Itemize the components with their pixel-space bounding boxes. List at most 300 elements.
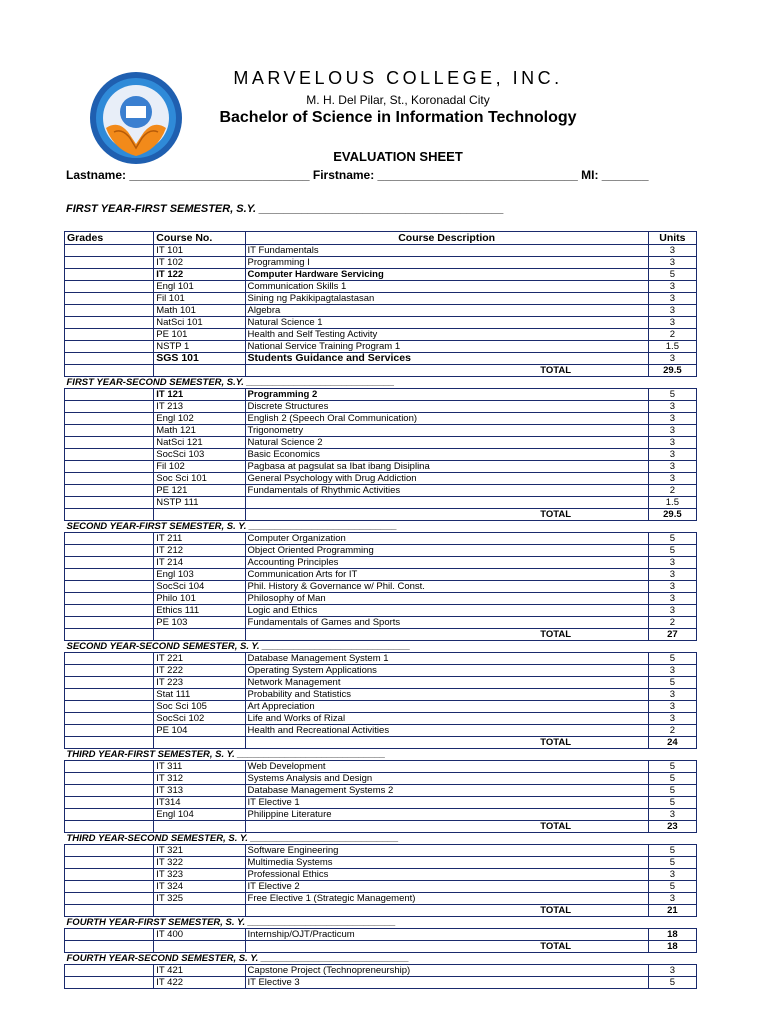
grade-input-cell[interactable] bbox=[65, 965, 154, 977]
course-description: Fundamentals of Games and Sports bbox=[245, 617, 648, 629]
course-row bbox=[65, 701, 697, 713]
course-row bbox=[65, 809, 697, 821]
course-row bbox=[65, 653, 697, 665]
course-description: Programming I bbox=[245, 257, 648, 269]
course-code: IT 122 bbox=[154, 269, 245, 281]
course-code: Engl 102 bbox=[154, 413, 245, 425]
course-row bbox=[65, 425, 697, 437]
course-units: 3 bbox=[648, 869, 696, 881]
course-units: 5 bbox=[648, 857, 696, 869]
course-units: 5 bbox=[648, 845, 696, 857]
course-row bbox=[65, 545, 697, 557]
course-row bbox=[65, 881, 697, 893]
course-description: Computer Hardware Servicing bbox=[245, 269, 648, 281]
grade-input-cell[interactable] bbox=[65, 869, 154, 881]
course-code-cell bbox=[154, 509, 245, 521]
course-row bbox=[65, 569, 697, 581]
course-code: NSTP 1 bbox=[154, 341, 245, 353]
course-code-cell bbox=[154, 821, 245, 833]
total-row bbox=[65, 905, 697, 917]
sheet-title: EVALUATION SHEET bbox=[333, 149, 463, 164]
course-description: Health and Self Testing Activity bbox=[245, 329, 648, 341]
course-code: IT 323 bbox=[154, 869, 245, 881]
course-row bbox=[65, 869, 697, 881]
course-description: IT Fundamentals bbox=[245, 245, 648, 257]
course-description: IT Elective 1 bbox=[245, 797, 648, 809]
course-row bbox=[65, 413, 697, 425]
course-row bbox=[65, 293, 697, 305]
grade-input-cell[interactable] bbox=[65, 305, 154, 317]
semester-heading: FIRST YEAR-SECOND SEMESTER, S.Y. ____________________________ bbox=[65, 377, 697, 389]
course-row bbox=[65, 269, 697, 281]
course-description: Software Engineering bbox=[245, 845, 648, 857]
course-row bbox=[65, 797, 697, 809]
course-row bbox=[65, 317, 697, 329]
course-row bbox=[65, 389, 697, 401]
course-units: 3 bbox=[648, 965, 696, 977]
course-units: 5 bbox=[648, 677, 696, 689]
grade-input-cell[interactable] bbox=[65, 725, 154, 737]
course-code: IT 421 bbox=[154, 965, 245, 977]
course-code: NSTP 111 bbox=[154, 497, 245, 509]
course-description: English 2 (Speech Oral Communication) bbox=[245, 413, 648, 425]
course-row bbox=[65, 593, 697, 605]
course-row bbox=[65, 713, 697, 725]
course-code: IT 102 bbox=[154, 257, 245, 269]
course-description: Health and Recreational Activities bbox=[245, 725, 648, 737]
course-row bbox=[65, 977, 697, 989]
course-code: IT 400 bbox=[154, 929, 245, 941]
course-row bbox=[65, 665, 697, 677]
grade-cell bbox=[65, 509, 154, 521]
total-row bbox=[65, 365, 697, 377]
grade-input-cell[interactable] bbox=[65, 977, 154, 989]
semester-heading: SECOND YEAR-FIRST SEMESTER, S. Y. ____________________________ bbox=[65, 521, 697, 533]
course-row bbox=[65, 785, 697, 797]
total-row bbox=[65, 629, 697, 641]
college-address: M. H. Del Pilar, St., Koronadal City bbox=[306, 93, 490, 107]
course-units: 3 bbox=[648, 305, 696, 317]
grade-input-cell[interactable] bbox=[65, 797, 154, 809]
grade-input-cell[interactable] bbox=[65, 281, 154, 293]
course-description: Pagbasa at pagsulat sa Ibat ibang Disiplina bbox=[245, 461, 648, 473]
course-row bbox=[65, 617, 697, 629]
course-description: Philosophy of Man bbox=[245, 593, 648, 605]
grade-cell bbox=[65, 941, 154, 953]
course-description: Basic Economics bbox=[245, 449, 648, 461]
course-code: IT 321 bbox=[154, 845, 245, 857]
grade-input-cell[interactable] bbox=[65, 329, 154, 341]
course-description: Natural Science 1 bbox=[245, 317, 648, 329]
course-description: Database Management System 1 bbox=[245, 653, 648, 665]
course-code: Engl 103 bbox=[154, 569, 245, 581]
course-code: PE 101 bbox=[154, 329, 245, 341]
course-units: 3 bbox=[648, 353, 696, 365]
course-row bbox=[65, 677, 697, 689]
grade-input-cell[interactable] bbox=[65, 929, 154, 941]
course-code: IT 422 bbox=[154, 977, 245, 989]
course-units: 18 bbox=[648, 929, 696, 941]
course-row bbox=[65, 281, 697, 293]
grade-input-cell[interactable] bbox=[65, 689, 154, 701]
grade-input-cell[interactable] bbox=[65, 893, 154, 905]
grade-input-cell[interactable] bbox=[65, 341, 154, 353]
course-code: Fil 102 bbox=[154, 461, 245, 473]
course-row bbox=[65, 581, 697, 593]
total-label: TOTAL bbox=[245, 509, 648, 521]
course-code: SocSci 102 bbox=[154, 713, 245, 725]
program-title: Bachelor of Science in Information Technology bbox=[219, 109, 577, 126]
course-row bbox=[65, 401, 697, 413]
course-code: SGS 101 bbox=[154, 353, 245, 365]
course-row bbox=[65, 497, 697, 509]
course-row bbox=[65, 245, 697, 257]
course-units: 5 bbox=[648, 881, 696, 893]
grade-input-cell[interactable] bbox=[65, 857, 154, 869]
first-term-heading: FIRST YEAR-FIRST SEMESTER, S.Y. ________________________________________ bbox=[66, 203, 504, 215]
header-description: Course Description bbox=[245, 232, 648, 245]
course-code: Stat 111 bbox=[154, 689, 245, 701]
semester-heading-row bbox=[65, 641, 697, 653]
student-name-fields: Lastname: ___________________________ Firstname: ______________________________ MI: _______ bbox=[66, 168, 649, 182]
course-description: Systems Analysis and Design bbox=[245, 773, 648, 785]
total-units: 18 bbox=[648, 941, 696, 953]
total-units: 24 bbox=[648, 737, 696, 749]
total-units: 27 bbox=[648, 629, 696, 641]
course-row bbox=[65, 857, 697, 869]
course-units: 3 bbox=[648, 293, 696, 305]
grade-input-cell[interactable] bbox=[65, 401, 154, 413]
course-row bbox=[65, 725, 697, 737]
course-code: IT 121 bbox=[154, 389, 245, 401]
course-description: Multimedia Systems bbox=[245, 857, 648, 869]
course-units: 3 bbox=[648, 605, 696, 617]
course-row bbox=[65, 329, 697, 341]
course-code: Ethics 111 bbox=[154, 605, 245, 617]
grade-input-cell[interactable] bbox=[65, 701, 154, 713]
total-row bbox=[65, 509, 697, 521]
course-code: IT 101 bbox=[154, 245, 245, 257]
semester-heading-row bbox=[65, 377, 697, 389]
grade-input-cell[interactable] bbox=[65, 773, 154, 785]
course-code: Engl 101 bbox=[154, 281, 245, 293]
course-description: Logic and Ethics bbox=[245, 605, 648, 617]
course-units: 3 bbox=[648, 425, 696, 437]
course-units: 2 bbox=[648, 725, 696, 737]
course-units: 1.5 bbox=[648, 497, 696, 509]
grade-input-cell[interactable] bbox=[65, 581, 154, 593]
grade-input-cell[interactable] bbox=[65, 881, 154, 893]
college-name: MARVELOUS COLLEGE, INC. bbox=[233, 68, 563, 88]
course-description: Computer Organization bbox=[245, 533, 648, 545]
course-units: 3 bbox=[648, 473, 696, 485]
semester-heading-row bbox=[65, 833, 697, 845]
course-row bbox=[65, 473, 697, 485]
course-units: 3 bbox=[648, 461, 696, 473]
course-row bbox=[65, 773, 697, 785]
course-code: NatSci 121 bbox=[154, 437, 245, 449]
header-grades: Grades bbox=[65, 232, 154, 245]
course-row bbox=[65, 605, 697, 617]
course-description: Students Guidance and Services bbox=[245, 353, 648, 365]
course-description: Communication Arts for IT bbox=[245, 569, 648, 581]
grade-input-cell[interactable] bbox=[65, 569, 154, 581]
header-units: Units bbox=[648, 232, 696, 245]
course-code-cell bbox=[154, 365, 245, 377]
course-code: IT 222 bbox=[154, 665, 245, 677]
semester-heading: THIRD YEAR-SECOND SEMESTER, S. Y. ____________________________ bbox=[65, 833, 697, 845]
grade-input-cell[interactable] bbox=[65, 473, 154, 485]
semester-heading-row bbox=[65, 917, 697, 929]
grade-input-cell[interactable] bbox=[65, 677, 154, 689]
grade-input-cell[interactable] bbox=[65, 593, 154, 605]
course-units: 5 bbox=[648, 785, 696, 797]
course-units: 2 bbox=[648, 617, 696, 629]
course-description: Sining ng Pakikipagtalastasan bbox=[245, 293, 648, 305]
semester-heading: THIRD YEAR-FIRST SEMESTER, S. Y. ____________________________ bbox=[65, 749, 697, 761]
course-code: Philo 101 bbox=[154, 593, 245, 605]
course-units: 3 bbox=[648, 689, 696, 701]
semester-heading-row bbox=[65, 953, 697, 965]
course-description: Programming 2 bbox=[245, 389, 648, 401]
course-units: 3 bbox=[648, 449, 696, 461]
course-units: 3 bbox=[648, 701, 696, 713]
grade-cell bbox=[65, 365, 154, 377]
course-units: 3 bbox=[648, 593, 696, 605]
course-units: 3 bbox=[648, 557, 696, 569]
course-row bbox=[65, 437, 697, 449]
course-description: Phil. History & Governance w/ Phil. Const. bbox=[245, 581, 648, 593]
course-units: 5 bbox=[648, 653, 696, 665]
grade-cell bbox=[65, 737, 154, 749]
course-row bbox=[65, 305, 697, 317]
course-description: Object Oriented Programming bbox=[245, 545, 648, 557]
header-course-no: Course No. bbox=[154, 232, 245, 245]
course-units: 3 bbox=[648, 809, 696, 821]
course-description: Web Development bbox=[245, 761, 648, 773]
course-code-cell bbox=[154, 905, 245, 917]
total-units: 29.5 bbox=[648, 365, 696, 377]
course-units: 3 bbox=[648, 437, 696, 449]
grade-input-cell[interactable] bbox=[65, 497, 154, 509]
course-code: Math 101 bbox=[154, 305, 245, 317]
course-description: Network Management bbox=[245, 677, 648, 689]
course-code: IT 311 bbox=[154, 761, 245, 773]
grade-cell bbox=[65, 629, 154, 641]
grade-input-cell[interactable] bbox=[65, 653, 154, 665]
course-units: 2 bbox=[648, 485, 696, 497]
total-label: TOTAL bbox=[245, 629, 648, 641]
grade-input-cell[interactable] bbox=[65, 353, 154, 365]
course-row bbox=[65, 449, 697, 461]
semester-heading-row bbox=[65, 521, 697, 533]
grade-input-cell[interactable] bbox=[65, 461, 154, 473]
course-units: 5 bbox=[648, 977, 696, 989]
course-description: IT Elective 2 bbox=[245, 881, 648, 893]
course-code-cell bbox=[154, 629, 245, 641]
course-row bbox=[65, 761, 697, 773]
grade-input-cell[interactable] bbox=[65, 257, 154, 269]
semester-heading: SECOND YEAR-SECOND SEMESTER, S. Y. ____________________________ bbox=[65, 641, 697, 653]
course-code: IT 214 bbox=[154, 557, 245, 569]
total-label: TOTAL bbox=[245, 737, 648, 749]
course-description: Communication Skills 1 bbox=[245, 281, 648, 293]
course-row bbox=[65, 485, 697, 497]
total-row bbox=[65, 821, 697, 833]
course-description: Operating System Applications bbox=[245, 665, 648, 677]
course-row bbox=[65, 893, 697, 905]
course-description: Accounting Principles bbox=[245, 557, 648, 569]
course-description: Natural Science 2 bbox=[245, 437, 648, 449]
total-units: 21 bbox=[648, 905, 696, 917]
course-description: Life and Works of Rizal bbox=[245, 713, 648, 725]
grade-input-cell[interactable] bbox=[65, 317, 154, 329]
course-row bbox=[65, 533, 697, 545]
course-description: Capstone Project (Technopreneurship) bbox=[245, 965, 648, 977]
course-row bbox=[65, 461, 697, 473]
total-label: TOTAL bbox=[245, 905, 648, 917]
grade-input-cell[interactable] bbox=[65, 761, 154, 773]
course-code: IT 211 bbox=[154, 533, 245, 545]
course-description: Philippine Literature bbox=[245, 809, 648, 821]
course-description: Free Elective 1 (Strategic Management) bbox=[245, 893, 648, 905]
grade-input-cell[interactable] bbox=[65, 845, 154, 857]
course-code: Soc Sci 105 bbox=[154, 701, 245, 713]
course-code: PE 121 bbox=[154, 485, 245, 497]
course-description: Art Appreciation bbox=[245, 701, 648, 713]
grade-input-cell[interactable] bbox=[65, 557, 154, 569]
grade-input-cell[interactable] bbox=[65, 665, 154, 677]
course-description: Fundamentals of Rhythmic Activities bbox=[245, 485, 648, 497]
grade-input-cell[interactable] bbox=[65, 425, 154, 437]
total-label: TOTAL bbox=[245, 941, 648, 953]
course-units: 1.5 bbox=[648, 341, 696, 353]
course-units: 5 bbox=[648, 533, 696, 545]
grade-input-cell[interactable] bbox=[65, 389, 154, 401]
semester-heading: FOURTH YEAR-SECOND SEMESTER, S. Y. ____________________________ bbox=[65, 953, 697, 965]
course-units: 5 bbox=[648, 269, 696, 281]
table-header-row bbox=[65, 232, 697, 245]
grade-input-cell[interactable] bbox=[65, 269, 154, 281]
total-units: 23 bbox=[648, 821, 696, 833]
course-code: NatSci 101 bbox=[154, 317, 245, 329]
grade-input-cell[interactable] bbox=[65, 437, 154, 449]
course-row bbox=[65, 845, 697, 857]
course-description: National Service Training Program 1 bbox=[245, 341, 648, 353]
semester-heading-row bbox=[65, 749, 697, 761]
course-code: SocSci 104 bbox=[154, 581, 245, 593]
course-code: IT 213 bbox=[154, 401, 245, 413]
course-code: IT 322 bbox=[154, 857, 245, 869]
course-description: Database Management Systems 2 bbox=[245, 785, 648, 797]
course-code: IT 313 bbox=[154, 785, 245, 797]
course-row bbox=[65, 965, 697, 977]
course-units: 3 bbox=[648, 893, 696, 905]
course-description: General Psychology with Drug Addiction bbox=[245, 473, 648, 485]
course-units: 5 bbox=[648, 797, 696, 809]
grade-input-cell[interactable] bbox=[65, 545, 154, 557]
course-row bbox=[65, 257, 697, 269]
course-row bbox=[65, 689, 697, 701]
course-code-cell bbox=[154, 737, 245, 749]
course-code: SocSci 103 bbox=[154, 449, 245, 461]
total-row bbox=[65, 941, 697, 953]
total-label: TOTAL bbox=[245, 821, 648, 833]
course-description: Probability and Statistics bbox=[245, 689, 648, 701]
course-units: 3 bbox=[648, 401, 696, 413]
course-description bbox=[245, 497, 648, 509]
course-code: IT314 bbox=[154, 797, 245, 809]
grade-input-cell[interactable] bbox=[65, 533, 154, 545]
course-code-cell bbox=[154, 941, 245, 953]
course-code: Math 121 bbox=[154, 425, 245, 437]
course-code: Engl 104 bbox=[154, 809, 245, 821]
total-units: 29.5 bbox=[648, 509, 696, 521]
course-units: 5 bbox=[648, 389, 696, 401]
course-code: Fil 101 bbox=[154, 293, 245, 305]
total-row bbox=[65, 737, 697, 749]
grade-input-cell[interactable] bbox=[65, 245, 154, 257]
course-units: 3 bbox=[648, 713, 696, 725]
total-label: TOTAL bbox=[245, 365, 648, 377]
course-code: IT 212 bbox=[154, 545, 245, 557]
course-units: 5 bbox=[648, 545, 696, 557]
grade-cell bbox=[65, 905, 154, 917]
course-code: IT 221 bbox=[154, 653, 245, 665]
grade-input-cell[interactable] bbox=[65, 485, 154, 497]
course-code: PE 104 bbox=[154, 725, 245, 737]
course-description: Trigonometry bbox=[245, 425, 648, 437]
course-row bbox=[65, 353, 697, 365]
course-units: 3 bbox=[648, 665, 696, 677]
grade-input-cell[interactable] bbox=[65, 413, 154, 425]
course-description: Internship/OJT/Practicum bbox=[245, 929, 648, 941]
semester-heading: FOURTH YEAR-FIRST SEMESTER, S. Y. ____________________________ bbox=[65, 917, 697, 929]
grade-input-cell[interactable] bbox=[65, 617, 154, 629]
course-units: 3 bbox=[648, 317, 696, 329]
course-row bbox=[65, 557, 697, 569]
course-row bbox=[65, 929, 697, 941]
course-units: 3 bbox=[648, 245, 696, 257]
course-units: 5 bbox=[648, 761, 696, 773]
course-units: 5 bbox=[648, 773, 696, 785]
course-units: 3 bbox=[648, 413, 696, 425]
course-code: IT 223 bbox=[154, 677, 245, 689]
grade-input-cell[interactable] bbox=[65, 605, 154, 617]
grade-input-cell[interactable] bbox=[65, 809, 154, 821]
course-units: 2 bbox=[648, 329, 696, 341]
course-units: 3 bbox=[648, 569, 696, 581]
course-units: 3 bbox=[648, 257, 696, 269]
course-code: IT 325 bbox=[154, 893, 245, 905]
course-row bbox=[65, 341, 697, 353]
grade-input-cell[interactable] bbox=[65, 449, 154, 461]
grade-input-cell[interactable] bbox=[65, 293, 154, 305]
grade-input-cell[interactable] bbox=[65, 713, 154, 725]
course-code: IT 324 bbox=[154, 881, 245, 893]
evaluation-table bbox=[64, 231, 697, 989]
course-code: Soc Sci 101 bbox=[154, 473, 245, 485]
course-code: IT 312 bbox=[154, 773, 245, 785]
course-code: PE 103 bbox=[154, 617, 245, 629]
course-description: Algebra bbox=[245, 305, 648, 317]
grade-cell bbox=[65, 821, 154, 833]
course-units: 3 bbox=[648, 581, 696, 593]
grade-input-cell[interactable] bbox=[65, 785, 154, 797]
course-description: Professional Ethics bbox=[245, 869, 648, 881]
course-description: IT Elective 3 bbox=[245, 977, 648, 989]
course-units: 3 bbox=[648, 281, 696, 293]
